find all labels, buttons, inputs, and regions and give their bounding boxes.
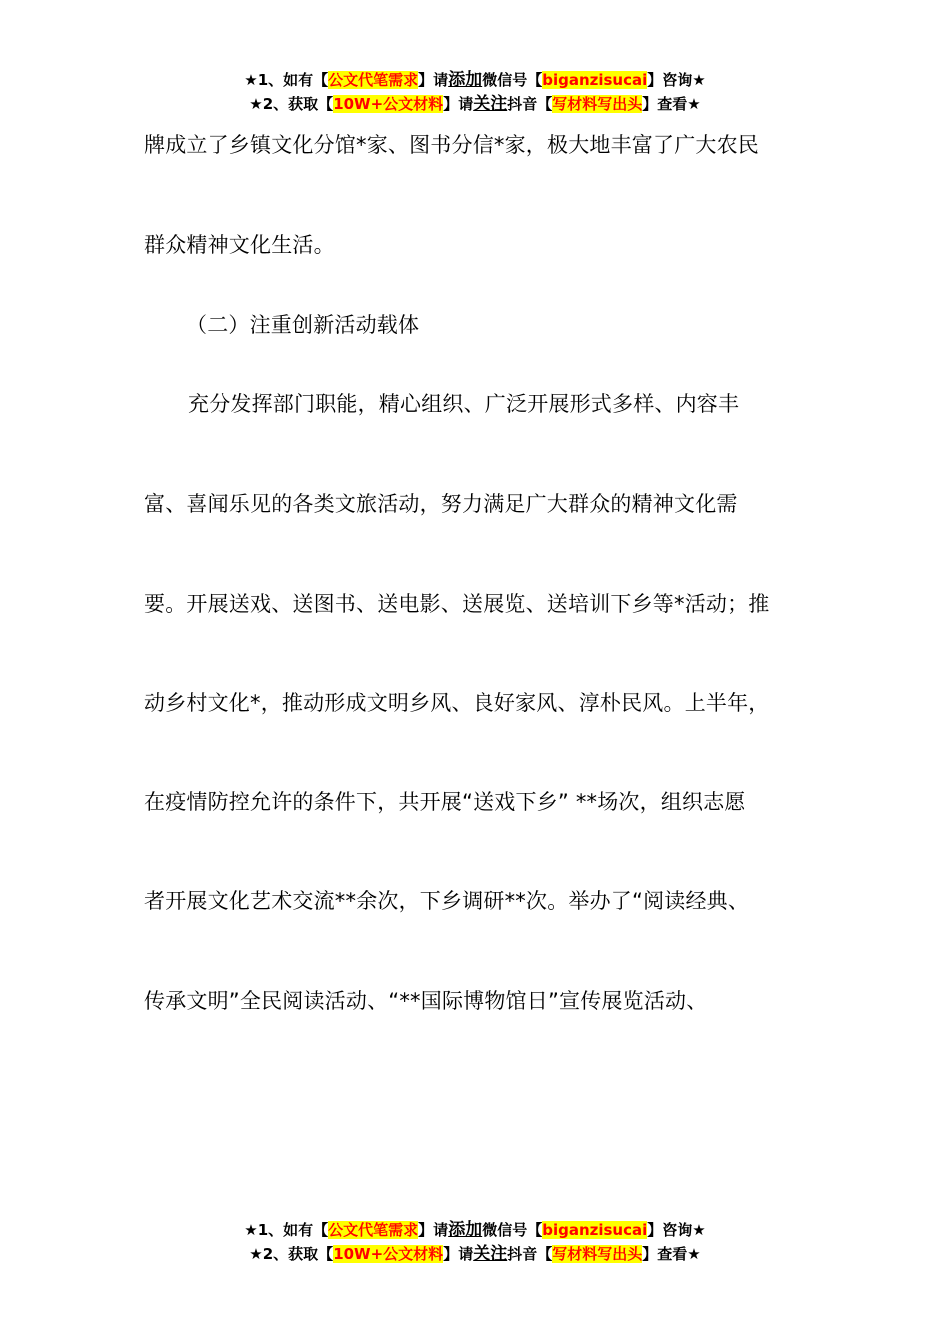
banner-emphasis: 关注	[473, 94, 508, 114]
body-line: 牌成立了乡镇文化分馆*家、图书分信*家，极大地丰富了广大农民	[144, 133, 759, 157]
body-line: 在疫情防控允许的条件下，共开展“送戏下乡” **场次，组织志愿	[144, 790, 746, 814]
banner-highlight: biganzisucai	[542, 71, 648, 89]
banner-line-2	[0, 1242, 950, 1266]
banner-line-1	[0, 68, 950, 92]
banner-text: ★1、如有【	[244, 71, 329, 89]
banner-text: 微信号【	[482, 71, 543, 89]
banner-text: 抖音【	[507, 95, 553, 113]
body-line: 要。开展送戏、送图书、送电影、送展览、送培训下乡等*活动；推	[144, 592, 770, 616]
body-line: 动乡村文化*，推动形成文明乡风、良好家风、淳朴民风。上半年，	[144, 691, 770, 715]
banner-text: ★2、获取【	[249, 95, 334, 113]
footer-banner	[0, 1218, 950, 1266]
body-line: 者开展文化艺术交流**余次，下乡调研**次。举办了“阅读经典、	[144, 889, 750, 913]
banner-highlight: 10W+公文材料	[333, 95, 444, 113]
banner-text: 】查看★	[642, 1245, 701, 1263]
banner-highlight: 写材料写出头	[552, 1245, 643, 1263]
banner-text: 】查看★	[642, 95, 701, 113]
banner-emphasis: 添加	[448, 1220, 483, 1240]
banner-highlight: 公文代笔需求	[328, 1221, 419, 1239]
banner-highlight: 10W+公文材料	[333, 1245, 444, 1263]
body-line: 传承文明”全民阅读活动、“**国际博物馆日”宣传展览活动、	[144, 989, 708, 1013]
banner-emphasis: 添加	[448, 70, 483, 90]
banner-text: 】请	[443, 1245, 474, 1263]
banner-highlight: 写材料写出头	[552, 95, 643, 113]
banner-highlight: biganzisucai	[542, 1221, 648, 1239]
banner-text: ★1、如有【	[244, 1221, 329, 1239]
banner-emphasis: 关注	[473, 1244, 508, 1264]
banner-text: 】请	[418, 1221, 449, 1239]
banner-highlight: 公文代笔需求	[328, 71, 419, 89]
body-line: 充分发挥部门职能，精心组织、广泛开展形式多样、内容丰	[188, 392, 740, 416]
header-banner	[0, 68, 950, 116]
banner-text: 抖音【	[507, 1245, 553, 1263]
banner-text: 】请	[418, 71, 449, 89]
section-heading: （二）注重创新活动载体	[186, 313, 420, 337]
banner-text: ★2、获取【	[249, 1245, 334, 1263]
body-line: 群众精神文化生活。	[144, 233, 335, 257]
banner-text: 】咨询★	[647, 1221, 706, 1239]
banner-text: 】请	[443, 95, 474, 113]
banner-text: 】咨询★	[647, 71, 706, 89]
body-line: 富、喜闻乐见的各类文旅活动，努力满足广大群众的精神文化需	[144, 492, 738, 516]
banner-text: 微信号【	[482, 1221, 543, 1239]
banner-line-2	[0, 92, 950, 116]
banner-line-1	[0, 1218, 950, 1242]
